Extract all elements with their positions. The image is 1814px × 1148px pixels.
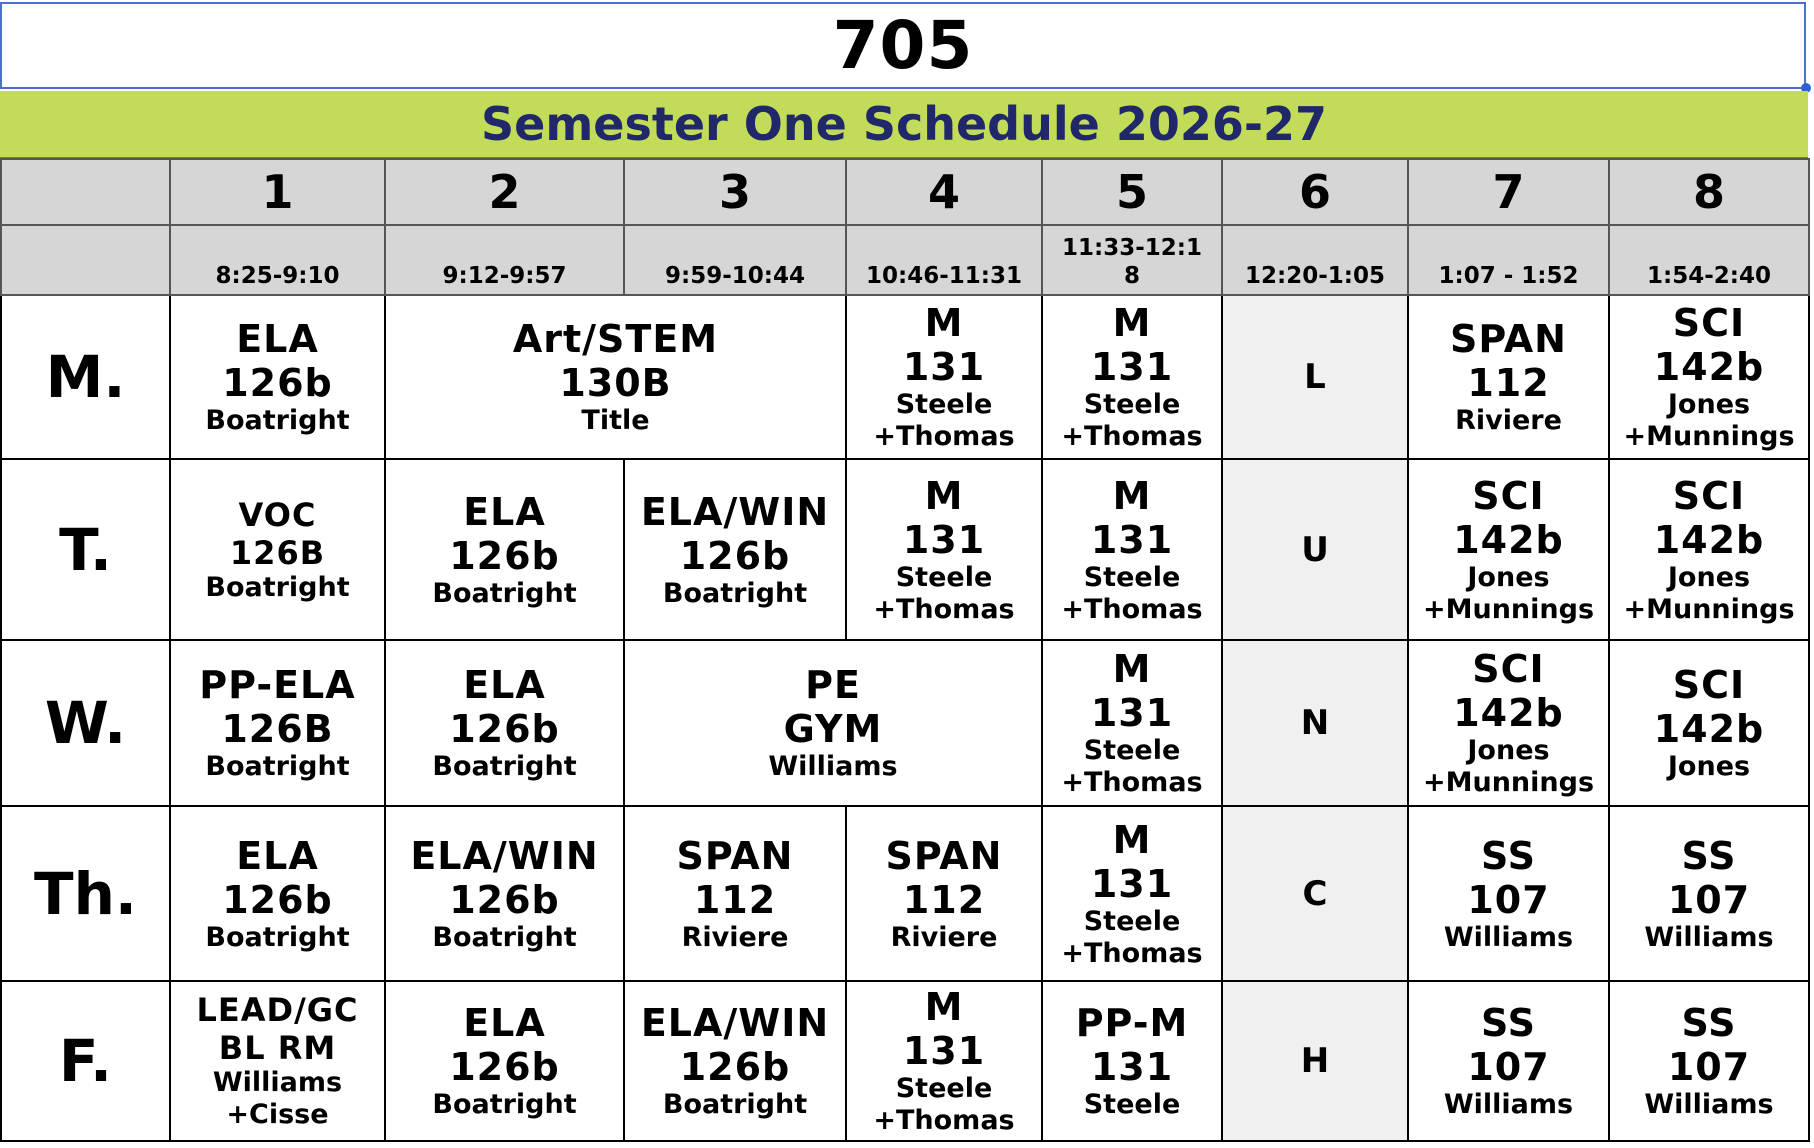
period-time[interactable] [1609, 225, 1809, 295]
class-room: BL RM [218, 1029, 337, 1067]
period-time[interactable] [1042, 225, 1222, 295]
class-room: 112 [1467, 361, 1550, 405]
class-cell[interactable] [1609, 640, 1809, 806]
class-coteacher: +Thomas [1061, 421, 1203, 452]
day-label[interactable]: Th. [1, 806, 170, 981]
class-room: 126b [449, 1045, 560, 1089]
class-room: 142b [1453, 691, 1564, 735]
period-time[interactable] [1222, 225, 1408, 295]
class-coteacher: +Munnings [1623, 421, 1795, 452]
class-teacher: Title [581, 405, 650, 436]
class-room: 107 [1467, 1045, 1550, 1089]
class-room: 131 [1090, 691, 1174, 735]
class-cell[interactable] [385, 981, 624, 1141]
class-room: 126B [221, 707, 334, 751]
class-cell[interactable] [170, 640, 385, 806]
lunch-cell[interactable]: L [1222, 295, 1408, 459]
class-subject: LEAD/GC [196, 991, 359, 1029]
class-teacher: Boatright [662, 577, 808, 609]
class-teacher: Williams [1644, 921, 1774, 953]
class-cell[interactable] [1408, 981, 1609, 1141]
class-room: 126b [222, 361, 333, 405]
class-subject: M [1112, 817, 1152, 862]
period-time-text: 12:20-1:05 [1245, 263, 1385, 289]
day-row-wednesday [1, 640, 1809, 806]
class-subject: SCI [1472, 647, 1545, 691]
corner-cell[interactable] [1, 159, 170, 225]
period-time-text: 1:54-2:40 [1647, 263, 1771, 289]
class-subject: M [924, 985, 964, 1029]
class-subject: SPAN [1450, 317, 1567, 361]
schedule-grid [0, 158, 1810, 1142]
class-coteacher: +Munnings [1422, 593, 1595, 625]
class-room: 112 [902, 877, 986, 922]
period-time-text: 8:25-9:10 [215, 263, 340, 289]
class-coteacher: +Thomas [1061, 593, 1203, 625]
class-subject: ELA/WIN [640, 489, 830, 534]
class-cell[interactable] [385, 806, 624, 981]
class-teacher: Steele [1083, 905, 1181, 937]
class-cell[interactable] [170, 806, 385, 981]
corner-cell[interactable] [1, 225, 170, 295]
class-subject: SCI [1672, 663, 1746, 707]
class-subject: M [1112, 301, 1152, 345]
period-time[interactable] [624, 225, 846, 295]
class-subject: PE [805, 663, 861, 707]
day-label[interactable]: F. [1, 981, 170, 1141]
day-row-monday [1, 295, 1809, 459]
class-cell[interactable] [1408, 459, 1609, 640]
class-room: 131 [902, 345, 986, 389]
class-cell[interactable] [1408, 640, 1609, 806]
class-cell[interactable] [624, 806, 846, 981]
class-subject: SS [1480, 1001, 1537, 1045]
class-teacher: Jones [1667, 561, 1751, 593]
class-cell[interactable] [1408, 295, 1609, 459]
lunch-cell[interactable]: U [1222, 459, 1408, 640]
class-subject: ELA [236, 833, 319, 878]
day-label[interactable]: W. [1, 640, 170, 806]
class-cell[interactable] [1609, 459, 1809, 640]
class-teacher: Jones [1667, 751, 1751, 782]
class-cell[interactable] [385, 459, 624, 640]
class-room: 142b [1453, 517, 1564, 562]
class-cell[interactable] [846, 459, 1042, 640]
period-number[interactable]: 6 [1222, 159, 1408, 225]
class-teacher: Boatright [432, 577, 577, 609]
period-time[interactable] [385, 225, 624, 295]
class-cell[interactable] [170, 295, 385, 459]
class-cell[interactable] [385, 295, 846, 459]
class-room: 131 [902, 517, 986, 562]
class-subject: PP-M [1075, 1001, 1189, 1045]
class-teacher: Riviere [890, 921, 998, 953]
class-subject: M [1112, 647, 1152, 691]
class-cell[interactable] [1609, 806, 1809, 981]
day-label[interactable]: T. [1, 459, 170, 640]
class-room: 126b [679, 533, 791, 578]
period-number[interactable]: 5 [1042, 159, 1222, 225]
class-teacher: Boatright [205, 921, 350, 953]
class-cell[interactable] [1609, 295, 1809, 459]
class-cell[interactable] [1042, 981, 1222, 1141]
class-teacher: Williams [1644, 1089, 1774, 1120]
class-subject: M [1112, 473, 1152, 518]
class-teacher: Boatright [432, 1089, 577, 1120]
class-room: 112 [693, 877, 777, 922]
day-row-tuesday [1, 459, 1809, 640]
class-teacher: Williams [1443, 921, 1574, 953]
class-teacher: Boatright [432, 921, 577, 953]
class-subject: ELA [236, 317, 319, 361]
class-teacher: Boatright [205, 751, 350, 782]
class-cell[interactable] [170, 459, 385, 640]
class-cell[interactable] [624, 640, 1042, 806]
class-subject: SCI [1672, 473, 1746, 518]
class-cell[interactable] [170, 981, 385, 1141]
class-room: 126b [449, 533, 560, 578]
class-subject: ELA [463, 663, 546, 707]
class-coteacher: +Thomas [1061, 767, 1203, 798]
class-room: 131 [1090, 345, 1174, 389]
class-teacher: Williams [768, 751, 898, 782]
class-subject: SS [1681, 833, 1737, 878]
period-number[interactable]: 4 [846, 159, 1042, 225]
class-teacher: Boatright [205, 571, 350, 603]
class-cell[interactable] [846, 806, 1042, 981]
period-time-text: 11:33-12:1 8 [1062, 235, 1202, 289]
period-number[interactable]: 1 [170, 159, 385, 225]
class-subject: SS [1681, 1001, 1737, 1045]
class-room: 130B [559, 361, 672, 405]
class-room: 131 [1090, 1045, 1174, 1089]
class-room: 107 [1667, 1045, 1751, 1089]
class-cell[interactable] [1042, 640, 1222, 806]
class-cell[interactable] [385, 640, 624, 806]
lunch-cell[interactable]: C [1222, 806, 1408, 981]
class-room: 126B [229, 533, 326, 572]
class-coteacher: +Munnings [1623, 593, 1795, 625]
lunch-cell[interactable]: H [1222, 981, 1408, 1141]
class-teacher: Steele [1083, 735, 1181, 766]
class-coteacher: +Cisse [226, 1099, 329, 1130]
class-teacher: Steele [1083, 561, 1181, 593]
class-subject: ELA [463, 489, 546, 534]
class-subject: ELA/WIN [640, 1001, 830, 1045]
class-teacher: Jones [1667, 389, 1751, 420]
period-number[interactable]: 8 [1609, 159, 1809, 225]
class-teacher: Williams [1443, 1089, 1574, 1120]
class-room: 107 [1667, 877, 1751, 922]
class-room: GYM [783, 707, 883, 751]
class-room: 131 [902, 1029, 986, 1073]
class-room: 126b [222, 877, 333, 922]
class-cell[interactable] [624, 981, 846, 1141]
period-number[interactable]: 3 [624, 159, 846, 225]
period-time-text: 9:12-9:57 [442, 263, 567, 289]
class-teacher: Steele [895, 1073, 993, 1104]
period-time-row [1, 225, 1809, 295]
class-teacher: Boatright [432, 751, 577, 782]
class-room: 142b [1653, 517, 1765, 562]
class-subject: ELA [463, 1001, 546, 1045]
class-teacher: Riviere [681, 921, 789, 953]
class-coteacher: +Thomas [873, 421, 1015, 452]
class-room: 126b [449, 877, 560, 922]
room-number-cell[interactable]: 705 [0, 2, 1806, 89]
class-teacher: Boatright [662, 1089, 808, 1120]
class-cell[interactable] [1408, 806, 1609, 981]
class-subject: SCI [1672, 301, 1746, 345]
lunch-cell[interactable]: N [1222, 640, 1408, 806]
class-teacher: Steele [895, 389, 993, 420]
class-subject: SCI [1472, 473, 1545, 518]
class-room: 126b [449, 707, 560, 751]
class-subject: VOC [238, 495, 317, 534]
class-room: 131 [1090, 861, 1174, 906]
class-teacher: Jones [1467, 561, 1550, 593]
schedule-title-banner[interactable]: Semester One Schedule 2026-27 [0, 91, 1808, 158]
class-cell[interactable] [846, 295, 1042, 459]
period-time-text: 9:59-10:44 [665, 263, 805, 289]
period-time[interactable] [1408, 225, 1609, 295]
class-room: 142b [1653, 345, 1765, 389]
class-subject: SPAN [885, 833, 1003, 878]
class-coteacher: +Thomas [1061, 937, 1203, 969]
period-number[interactable]: 7 [1408, 159, 1609, 225]
class-subject: ELA/WIN [410, 833, 599, 878]
class-cell[interactable] [1042, 459, 1222, 640]
class-teacher: Boatright [205, 405, 350, 436]
class-cell[interactable] [624, 459, 846, 640]
class-coteacher: +Thomas [873, 593, 1015, 625]
period-number[interactable]: 2 [385, 159, 624, 225]
class-coteacher: +Munnings [1422, 767, 1595, 798]
period-time[interactable] [846, 225, 1042, 295]
class-subject: Art/STEM [512, 317, 719, 361]
period-time-text: 1:07 - 1:52 [1438, 263, 1579, 289]
class-cell[interactable] [1042, 806, 1222, 981]
class-teacher: Jones [1467, 735, 1550, 766]
class-subject: M [924, 473, 964, 518]
period-time[interactable] [170, 225, 385, 295]
class-subject: M [924, 301, 964, 345]
class-cell[interactable] [846, 981, 1042, 1141]
class-room: 126b [679, 1045, 791, 1089]
class-room: 107 [1467, 877, 1550, 922]
class-room: 142b [1653, 707, 1765, 751]
class-subject: SPAN [676, 833, 794, 878]
day-label[interactable]: M. [1, 295, 170, 459]
class-cell[interactable] [1609, 981, 1809, 1141]
class-teacher: Steele [895, 561, 993, 593]
period-number-row [1, 159, 1809, 225]
day-row-thursday [1, 806, 1809, 981]
class-room: 131 [1090, 517, 1174, 562]
class-teacher: Williams [212, 1067, 343, 1098]
period-time-text: 10:46-11:31 [866, 263, 1022, 289]
class-cell[interactable] [1042, 295, 1222, 459]
class-subject: SS [1480, 833, 1537, 878]
class-teacher: Steele [1083, 1089, 1181, 1120]
day-row-friday [1, 981, 1809, 1141]
class-teacher: Steele [1083, 389, 1181, 420]
class-teacher: Riviere [1455, 405, 1562, 436]
class-subject: PP-ELA [199, 663, 356, 707]
class-coteacher: +Thomas [873, 1105, 1015, 1136]
